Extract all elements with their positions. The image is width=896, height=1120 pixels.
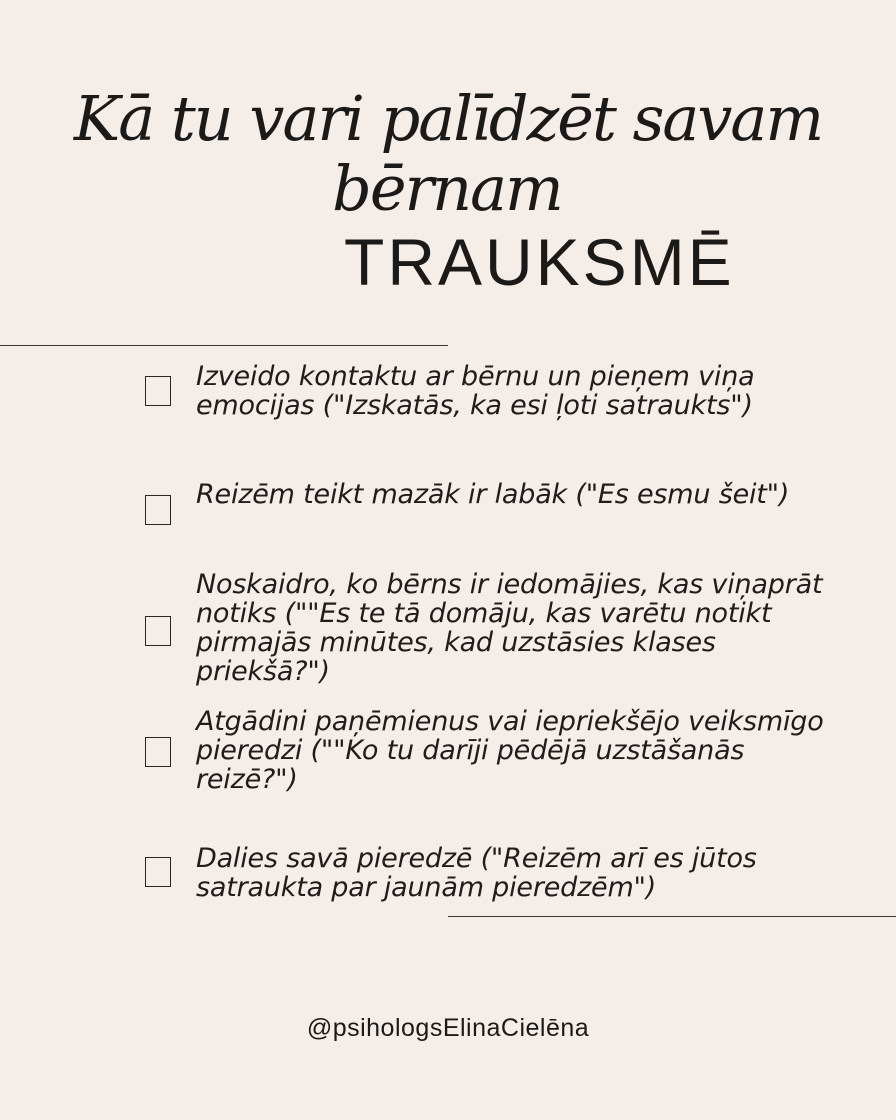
checklist-item-text: Noskaidro, ko bērns ir iedomājies, kas viņaprāt notiks (""Es te tā domāju, kas varētu notikt pirmajās minūtes, kad uzstāsies klases priekšā?") — [196, 569, 823, 687]
title-line-2: bērnam — [332, 152, 562, 225]
checkbox-icon[interactable] — [145, 495, 171, 525]
divider-top — [0, 345, 448, 346]
page-title — [0, 84, 896, 224]
checkbox-icon[interactable] — [145, 857, 171, 887]
checkbox-icon[interactable] — [145, 616, 171, 646]
author-handle: @psihologsElinaCielēna — [306, 1014, 590, 1042]
checklist-item-text: Izveido kontaktu ar bērnu un pieņem viņa emocijas ("Izskatās, ka esi ļoti satraukts") — [196, 361, 755, 421]
title-line-1: Kā tu vari palīdzēt savam — [73, 82, 823, 155]
divider-bottom — [448, 916, 896, 917]
page-subtitle: TRAUKSMĒ — [344, 225, 735, 299]
checkbox-icon[interactable] — [145, 737, 171, 767]
checklist-item-text: Dalies savā pieredzē ("Reizēm arī es jūtos satraukta par jaunām pieredzēm") — [196, 843, 757, 903]
checklist-item-text: Atgādini paņēmienus vai iepriekšējo veiksmīgo pieredzi (""Ko tu darīji pēdējā uzstāšanās reizē?") — [196, 706, 824, 795]
checkbox-icon[interactable] — [145, 376, 171, 406]
checklist-item-text: Reizēm teikt mazāk ir labāk ("Es esmu šeit") — [196, 479, 790, 510]
